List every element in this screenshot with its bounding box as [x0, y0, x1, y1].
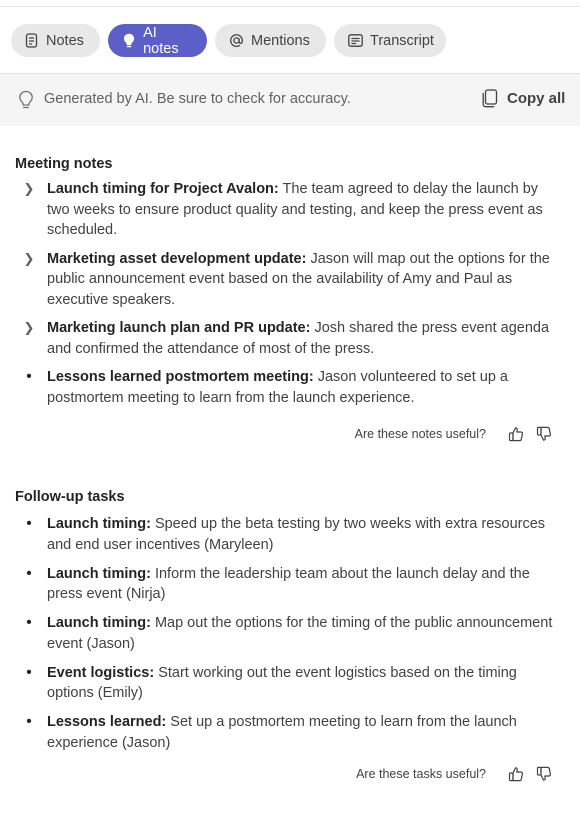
- list-item: [0, 514, 580, 555]
- chevron-right-icon[interactable]: ❯: [23, 320, 35, 335]
- lightbulb-icon: [17, 90, 35, 110]
- tab-label: Notes: [46, 32, 84, 49]
- chevron-right-icon[interactable]: ❯: [23, 181, 35, 196]
- task-item-text: Inform the leadership team about the launch delay and the press event (Nirja): [47, 565, 530, 602]
- task-item-title: Event logistics:: [47, 664, 155, 681]
- list-item[interactable]: [0, 249, 580, 311]
- tab-label: Mentions: [251, 32, 310, 49]
- list-item: [0, 564, 580, 605]
- tasks-feedback: [356, 766, 552, 782]
- feedback-question: Are these notes useful?: [354, 427, 486, 441]
- note-item-title: Marketing launch plan and PR update:: [47, 320, 311, 336]
- thumbs-up-icon[interactable]: [508, 426, 524, 442]
- note-item-title: Launch timing for Project Avalon:: [47, 181, 279, 197]
- list-item: [0, 613, 580, 654]
- task-item-title: Launch timing:: [47, 516, 151, 532]
- bullet-icon: •: [26, 564, 32, 582]
- follow-up-tasks-list: [0, 514, 580, 753]
- chevron-right-icon[interactable]: ❯: [23, 250, 35, 266]
- bullet-icon: •: [26, 713, 32, 730]
- bullet-icon: •: [26, 368, 32, 385]
- note-item-title: Lessons learned postmortem meeting:: [47, 369, 314, 385]
- thumbs-down-icon[interactable]: [536, 426, 552, 442]
- task-item-title: Lessons learned:: [47, 714, 167, 730]
- list-item: [0, 367, 580, 408]
- feedback-question: Are these tasks useful?: [356, 767, 486, 781]
- note-item-text: Jason will map out the options for the public announcement event based on the availability of Amy and Paul as executive speakers.: [47, 250, 550, 308]
- ai-disclaimer-banner: [0, 74, 580, 126]
- tab-mentions[interactable]: [215, 24, 326, 57]
- bullet-icon: •: [26, 515, 32, 532]
- note-item-text: Jason volunteered to set up a postmortem meeting to learn from the launch experience.: [47, 369, 508, 406]
- meeting-notes-heading: Meeting notes: [15, 156, 113, 172]
- note-item-text: Josh shared the press event agenda and confirmed the attendance of most of the press.: [47, 320, 550, 357]
- thumbs-up-icon[interactable]: [508, 766, 524, 782]
- meeting-notes-list: [0, 179, 580, 408]
- task-item-text: Map out the options for the timing of the public announcement event (Jason): [47, 615, 553, 652]
- bullet-icon: •: [26, 614, 32, 631]
- tab-transcript[interactable]: [334, 24, 446, 57]
- tab-label: Transcript: [370, 32, 434, 49]
- task-item-text: Speed up the beta testing by two weeks with extra resources and end user incentives (Maryleen): [47, 516, 546, 553]
- task-item-title: Launch timing:: [47, 565, 151, 582]
- at-icon: [229, 33, 244, 49]
- task-item-text: Set up a postmortem meeting to learn from the launch experience (Jason): [47, 714, 517, 751]
- bullet-icon: •: [26, 663, 32, 681]
- tab-notes[interactable]: [11, 24, 100, 57]
- copy-all-button[interactable]: [482, 89, 565, 108]
- tab-bar: [11, 24, 446, 57]
- notes-feedback: [355, 426, 552, 442]
- tab-label: AI notes: [143, 24, 179, 57]
- task-item-title: Launch timing:: [47, 615, 151, 631]
- thumbs-down-icon[interactable]: [536, 766, 552, 782]
- lightbulb-icon: [122, 33, 136, 49]
- tab-ai-notes[interactable]: [108, 24, 207, 57]
- list-item[interactable]: [0, 318, 580, 359]
- notes-icon: [25, 33, 39, 49]
- note-item-title: Marketing asset development update:: [47, 250, 307, 267]
- ai-disclaimer-text: Generated by AI. Be sure to check for accuracy.: [44, 91, 351, 107]
- top-divider: [0, 6, 580, 7]
- list-item: [0, 712, 580, 753]
- copy-icon: [482, 89, 498, 108]
- task-item-text: Start working out the event logistics based on the timing options (Emily): [47, 664, 517, 701]
- follow-up-tasks-heading: Follow-up tasks: [15, 489, 125, 505]
- note-item-text: The team agreed to delay the launch by two weeks to ensure product quality and testing, and keep the press event as scheduled.: [47, 181, 543, 238]
- list-item: [0, 663, 580, 704]
- transcript-icon: [348, 33, 363, 49]
- copy-all-label: Copy all: [507, 90, 566, 107]
- list-item[interactable]: [0, 179, 580, 241]
